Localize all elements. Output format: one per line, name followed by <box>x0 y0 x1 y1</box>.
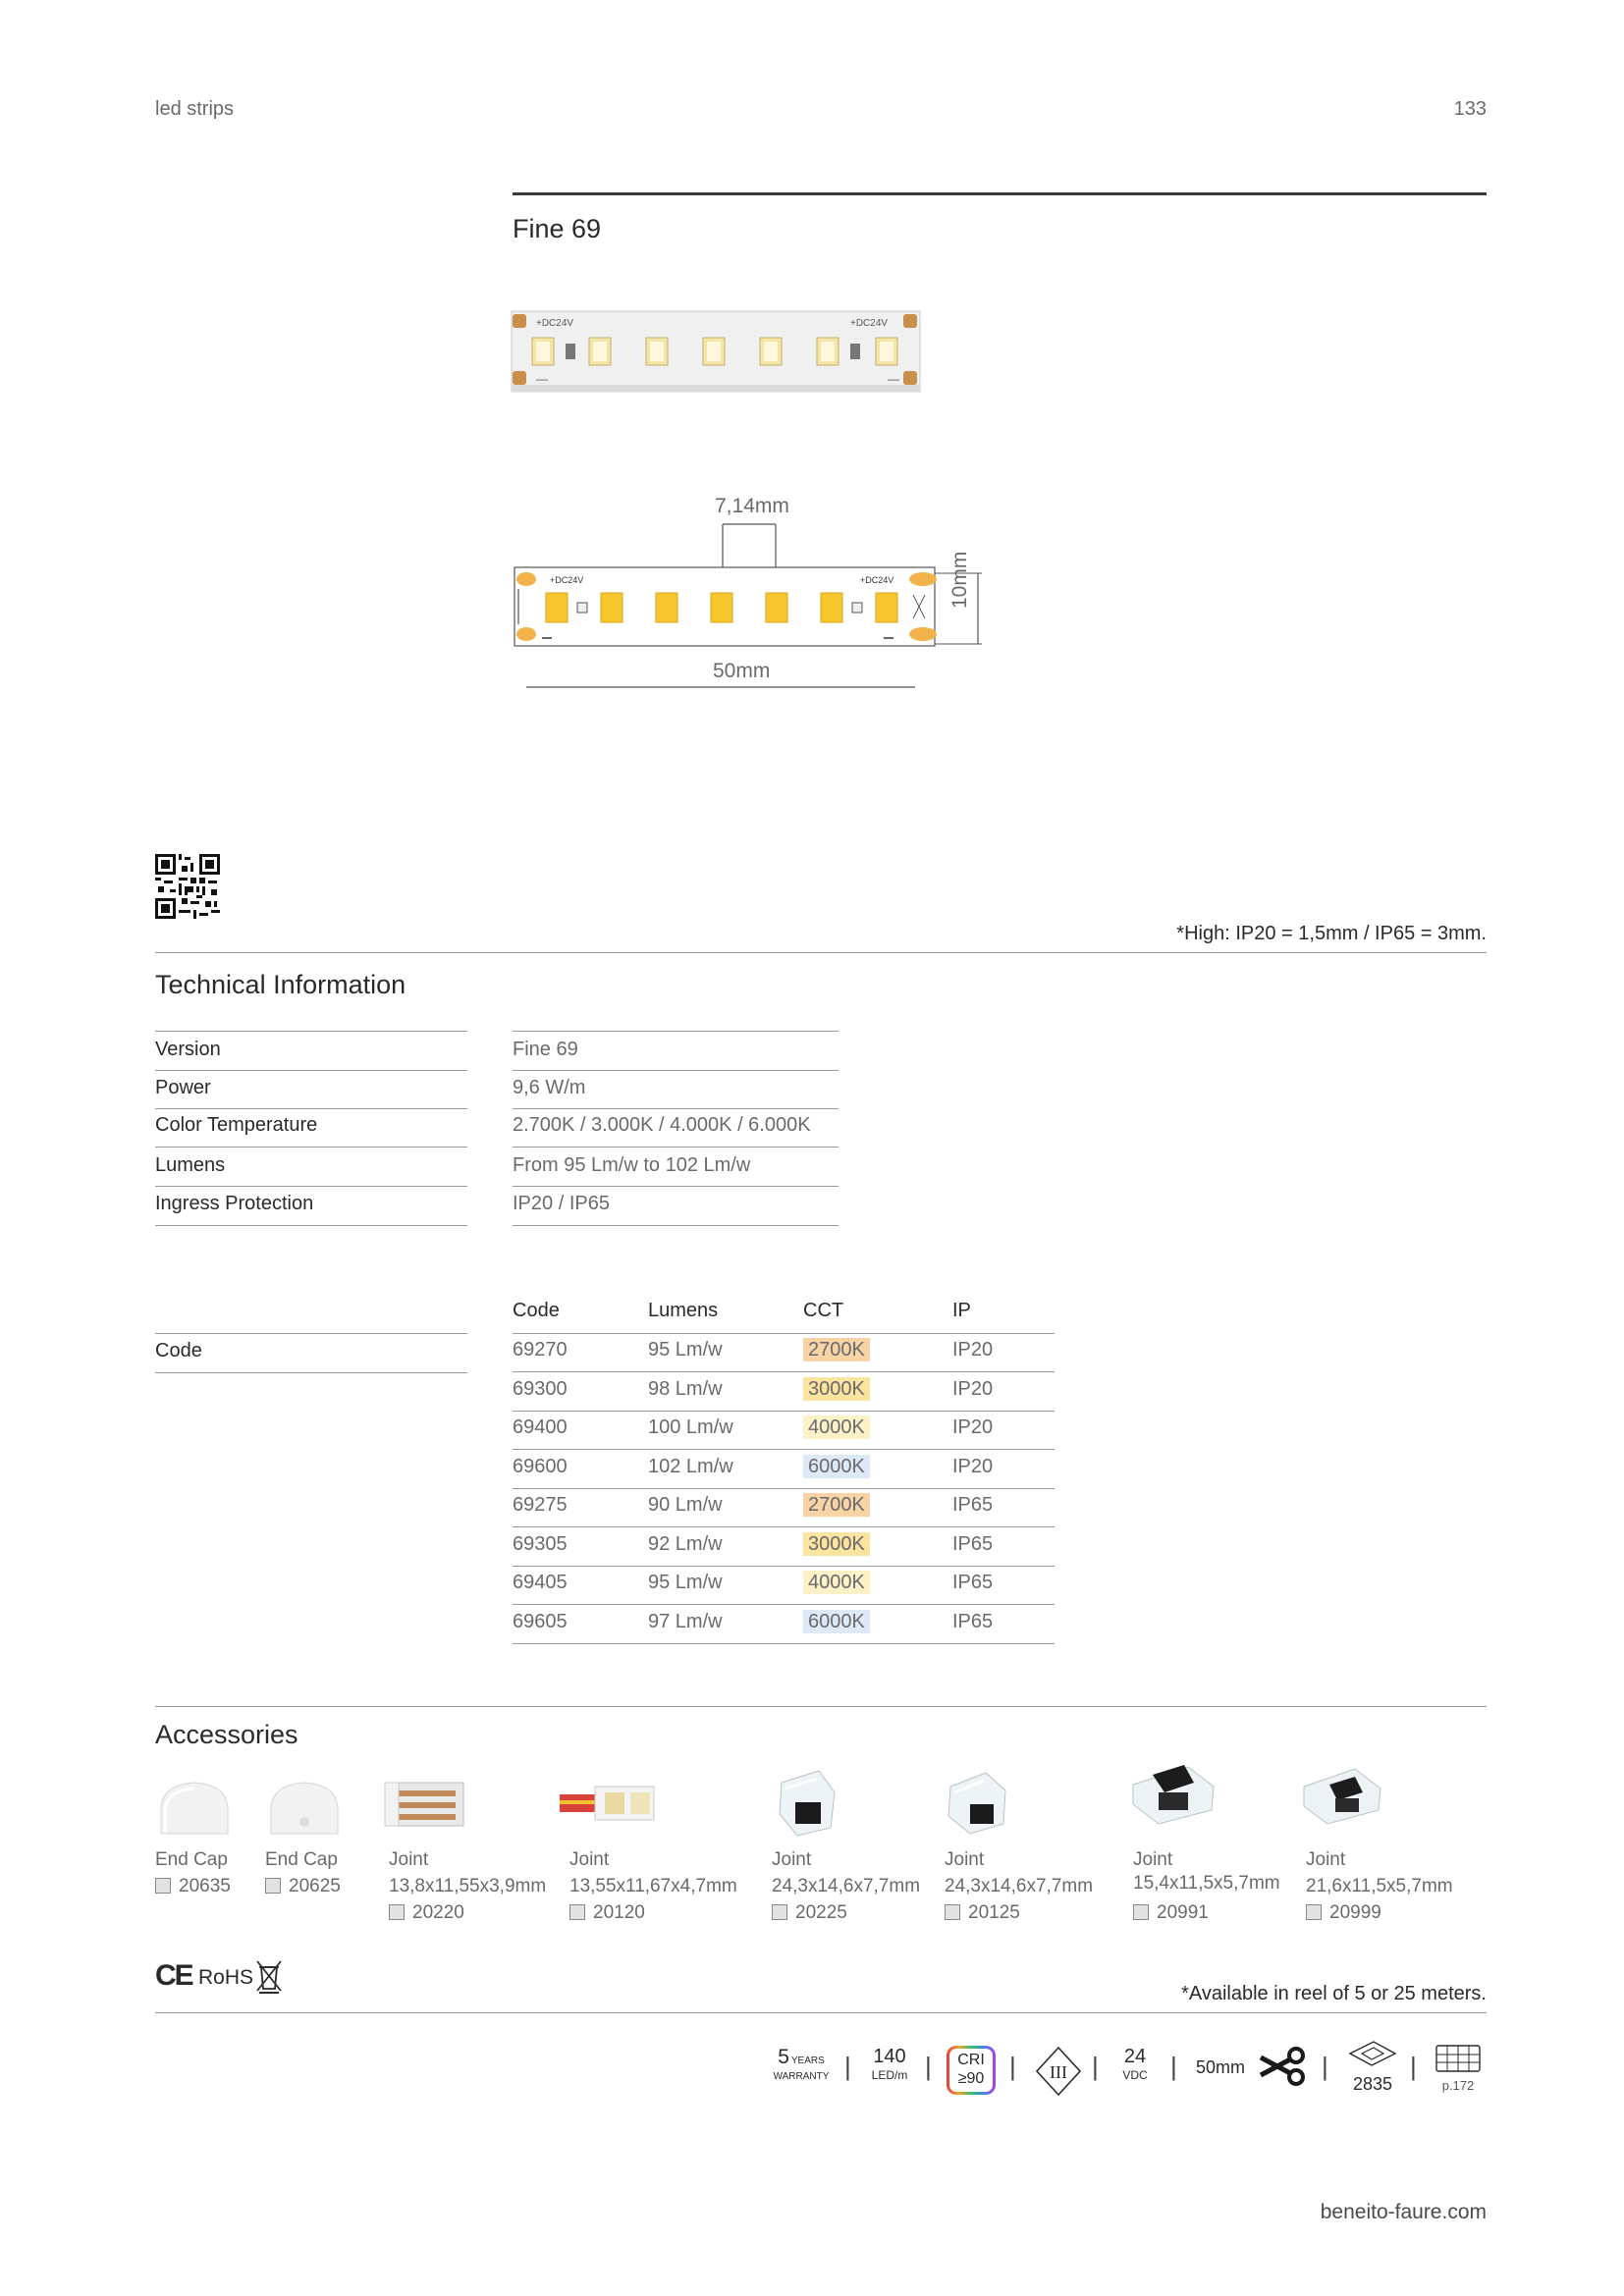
icon-separator: | <box>925 2052 932 2081</box>
cct-badge: 2700K <box>803 1493 870 1517</box>
accessory-code-value: 20220 <box>412 1902 464 1923</box>
checkbox[interactable] <box>569 1904 585 1920</box>
scissors-icon <box>1259 2046 1308 2087</box>
checkbox[interactable] <box>155 1878 171 1894</box>
accessory-dims: 13,8x11,55x3,9mm <box>389 1876 547 1896</box>
spec-rule <box>513 1147 839 1148</box>
ip-cell: IP65 <box>952 1610 994 1632</box>
code-cell: 69300 <box>513 1377 568 1400</box>
table-row-rule <box>513 1411 1055 1412</box>
code-cell: 69405 <box>513 1572 568 1593</box>
accessory-name: End Cap <box>155 1849 228 1870</box>
warranty-label: WARRANTY <box>773 2071 830 2082</box>
accessory-name: Joint <box>569 1849 610 1870</box>
ip-cell: IP20 <box>952 1377 994 1400</box>
col-header-code: Code <box>513 1300 560 1321</box>
accessory-code-value: 20625 <box>289 1876 341 1896</box>
cct-cell <box>803 1571 870 1594</box>
end-cap-image <box>265 1777 344 1840</box>
lumens-cell: 90 Lm/w <box>648 1494 723 1516</box>
code-cell: 69600 <box>513 1455 568 1477</box>
code-cell: 69305 <box>513 1532 568 1555</box>
ip-cell: IP65 <box>952 1532 994 1555</box>
section-rule <box>155 952 1487 953</box>
ip-cell: IP20 <box>952 1339 994 1361</box>
accessories-title: Accessories <box>155 1720 298 1749</box>
joint-image <box>556 1781 658 1826</box>
voltage-unit: VDC <box>1122 2068 1148 2082</box>
spec-rule <box>155 1186 467 1187</box>
table-row-rule <box>513 1371 1055 1372</box>
icon-separator: | <box>1410 2052 1417 2081</box>
cri-icon <box>947 2046 996 2095</box>
joint-image <box>383 1777 465 1832</box>
spec-rule <box>155 1225 467 1226</box>
cct-badge: 2700K <box>803 1338 870 1362</box>
accessory-code[interactable] <box>155 1876 231 1897</box>
section-header: led strips <box>155 98 235 120</box>
spec-label-ingress-protection: Ingress Protection <box>155 1193 314 1214</box>
code-rule <box>513 1333 1055 1334</box>
ce-mark-icon: CE <box>155 1959 192 1992</box>
code-cell: 69605 <box>513 1610 568 1632</box>
photo-label-left: +DC24V <box>536 318 574 329</box>
cut-length: 50mm <box>1196 2057 1246 2077</box>
accessory-dims: 24,3x14,6x7,7mm <box>945 1876 1094 1896</box>
spec-rule <box>513 1186 839 1187</box>
accessories-rule <box>155 1706 1487 1707</box>
spec-value-ingress-protection: IP20 / IP65 <box>513 1193 610 1214</box>
spec-label-color-temperature: Color Temperature <box>155 1114 318 1136</box>
class-iii-icon <box>1035 2044 1082 2099</box>
accessory-code-value: 20120 <box>593 1902 645 1923</box>
drawing-label-right: +DC24V <box>860 575 894 585</box>
spec-rule <box>155 1108 467 1109</box>
reel-note: *Available in reel of 5 or 25 meters. <box>1181 1983 1487 2004</box>
table-row-rule <box>513 1566 1055 1567</box>
led-count: 140 <box>873 2046 906 2067</box>
led-strip-photo <box>511 310 923 395</box>
code-rule <box>155 1333 467 1334</box>
cct-cell <box>803 1532 870 1556</box>
accessory-name: End Cap <box>265 1849 338 1870</box>
cct-cell <box>803 1415 870 1439</box>
joint-image <box>1129 1761 1218 1828</box>
cct-badge: 6000K <box>803 1455 870 1478</box>
lumens-cell: 92 Lm/w <box>648 1532 723 1555</box>
checkbox[interactable] <box>772 1904 787 1920</box>
photo-minus-right: — <box>888 372 899 386</box>
weee-bin-icon <box>255 1959 283 1995</box>
accessory-code-value: 20635 <box>179 1876 231 1896</box>
cct-cell <box>803 1610 870 1633</box>
checkbox[interactable] <box>389 1904 405 1920</box>
warranty-number: 5 <box>778 2046 789 2068</box>
pitch-dimension: 7,14mm <box>715 495 789 517</box>
ip-cell: IP65 <box>952 1494 994 1516</box>
spec-value-lumens: From 95 Lm/w to 102 Lm/w <box>513 1154 751 1176</box>
title-rule <box>513 192 1487 195</box>
chip-drawing <box>1346 2038 1399 2067</box>
product-title: Fine 69 <box>513 214 602 243</box>
warranty-unit: YEARS <box>790 2056 825 2066</box>
joint-image <box>943 1763 1011 1840</box>
col-header-cct: CCT <box>803 1300 844 1321</box>
spec-value-color-temperature: 2.700K / 3.000K / 4.000K / 6.000K <box>513 1114 811 1136</box>
table-row-rule <box>513 1604 1055 1605</box>
page-ref-icon[interactable] <box>1434 2044 1483 2093</box>
chip-icon <box>1345 2038 1400 2095</box>
spec-rule <box>155 1031 467 1032</box>
spec-label-power: Power <box>155 1077 211 1098</box>
warranty-icon <box>770 2046 833 2082</box>
checkbox[interactable] <box>1306 1904 1322 1920</box>
col-header-lumens: Lumens <box>648 1300 719 1321</box>
code-label: Code <box>155 1340 202 1362</box>
cct-cell <box>803 1493 870 1517</box>
cct-badge: 4000K <box>803 1415 870 1439</box>
table-row-rule <box>513 1643 1055 1644</box>
accessory-code[interactable] <box>1306 1902 1381 1924</box>
lumens-cell: 102 Lm/w <box>648 1455 733 1477</box>
lumens-cell: 97 Lm/w <box>648 1610 723 1632</box>
lumens-cell: 95 Lm/w <box>648 1339 723 1361</box>
lumens-cell: 98 Lm/w <box>648 1377 723 1400</box>
grid-icon <box>1435 2044 1482 2073</box>
table-row-rule <box>513 1449 1055 1450</box>
led-density-icon <box>866 2046 913 2082</box>
drawing-label-left: +DC24V <box>550 575 584 585</box>
code-cell: 69275 <box>513 1494 568 1516</box>
cct-cell <box>803 1455 870 1478</box>
spec-rule <box>513 1108 839 1109</box>
accessory-dims: 15,4x11,5x5,7mm <box>1133 1873 1280 1894</box>
icon-separator: | <box>1322 2052 1328 2081</box>
spec-rule <box>513 1031 839 1032</box>
length-dimension: 50mm <box>713 660 771 682</box>
accessory-code[interactable] <box>772 1902 847 1924</box>
spec-label-lumens: Lumens <box>155 1154 226 1176</box>
cct-badge: 3000K <box>803 1377 870 1401</box>
accessory-name: Joint <box>945 1849 985 1870</box>
spec-label-version: Version <box>155 1039 221 1060</box>
accessory-code[interactable] <box>945 1902 1020 1924</box>
accessory-code-value: 20225 <box>795 1902 847 1923</box>
accessory-name: Joint <box>389 1849 429 1870</box>
photo-minus-left: — <box>536 372 548 386</box>
photo-label-right: +DC24V <box>850 318 889 329</box>
spec-rule <box>513 1070 839 1071</box>
table-row-rule <box>513 1526 1055 1527</box>
class-label: III <box>1050 2062 1067 2082</box>
icon-separator: | <box>1092 2052 1099 2081</box>
page-number: 133 <box>1453 98 1487 120</box>
voltage-value: 24 <box>1123 2046 1147 2067</box>
end-cap-image <box>155 1777 234 1840</box>
icon-separator: | <box>1170 2052 1177 2081</box>
high-note: *High: IP20 = 1,5mm / IP65 = 3mm. <box>1176 923 1487 944</box>
qr-code[interactable] <box>155 854 220 919</box>
spec-value-power: 9,6 W/m <box>513 1077 586 1098</box>
accessory-dims: 24,3x14,6x7,7mm <box>772 1876 921 1896</box>
page-ref-label: p.172 <box>1441 2078 1475 2093</box>
checkbox[interactable] <box>265 1878 281 1894</box>
footer-rule <box>155 2012 1487 2013</box>
cri-value: ≥90 <box>957 2070 985 2087</box>
website-link[interactable]: beneito-faure.com <box>1320 2201 1487 2223</box>
accessory-dims: 13,55x11,67x4,7mm <box>569 1876 737 1896</box>
accessory-code[interactable] <box>265 1876 341 1897</box>
spec-rule <box>513 1225 839 1226</box>
code-rule <box>155 1372 467 1373</box>
accessory-name: Joint <box>1306 1849 1346 1870</box>
cct-badge: 6000K <box>803 1610 870 1633</box>
spec-value-version: Fine 69 <box>513 1039 578 1060</box>
table-row-rule <box>513 1488 1055 1489</box>
accessory-code-value: 20125 <box>968 1902 1020 1923</box>
accessory-code[interactable] <box>389 1902 464 1924</box>
led-unit: LED/m <box>871 2068 908 2082</box>
icon-separator: | <box>844 2052 851 2081</box>
checkbox[interactable] <box>945 1904 960 1920</box>
code-cell: 69400 <box>513 1416 568 1438</box>
code-cell: 69270 <box>513 1339 568 1361</box>
technical-title: Technical Information <box>155 970 406 999</box>
checkbox[interactable] <box>1133 1904 1149 1920</box>
voltage-icon <box>1115 2046 1155 2082</box>
rohs-label: RoHS <box>198 1966 254 1989</box>
accessory-code-value: 20991 <box>1157 1902 1209 1923</box>
lumens-cell: 95 Lm/w <box>648 1572 723 1593</box>
ip-cell: IP20 <box>952 1455 994 1477</box>
chip-label: 2835 <box>1352 2074 1393 2094</box>
spec-rule <box>155 1147 467 1148</box>
width-dimension: 10mm <box>948 551 971 609</box>
accessory-code[interactable] <box>569 1902 645 1924</box>
lumens-cell: 100 Lm/w <box>648 1416 733 1438</box>
joint-image <box>1300 1761 1384 1828</box>
cri-label: CRI <box>957 2052 985 2068</box>
cct-badge: 4000K <box>803 1571 870 1594</box>
accessory-code-value: 20999 <box>1329 1902 1381 1923</box>
accessory-name: Joint <box>772 1849 812 1870</box>
col-header-ip: IP <box>952 1300 971 1321</box>
spec-rule <box>155 1070 467 1071</box>
cct-cell <box>803 1377 870 1401</box>
ip-cell: IP20 <box>952 1416 994 1438</box>
joint-image <box>772 1763 840 1840</box>
accessory-dims: 21,6x11,5x5,7mm <box>1306 1876 1453 1896</box>
cct-badge: 3000K <box>803 1532 870 1556</box>
icon-separator: | <box>1009 2052 1016 2081</box>
ip-cell: IP65 <box>952 1572 994 1593</box>
accessory-code[interactable] <box>1133 1902 1209 1924</box>
accessory-name: Joint <box>1133 1849 1173 1870</box>
cct-cell <box>803 1338 870 1362</box>
